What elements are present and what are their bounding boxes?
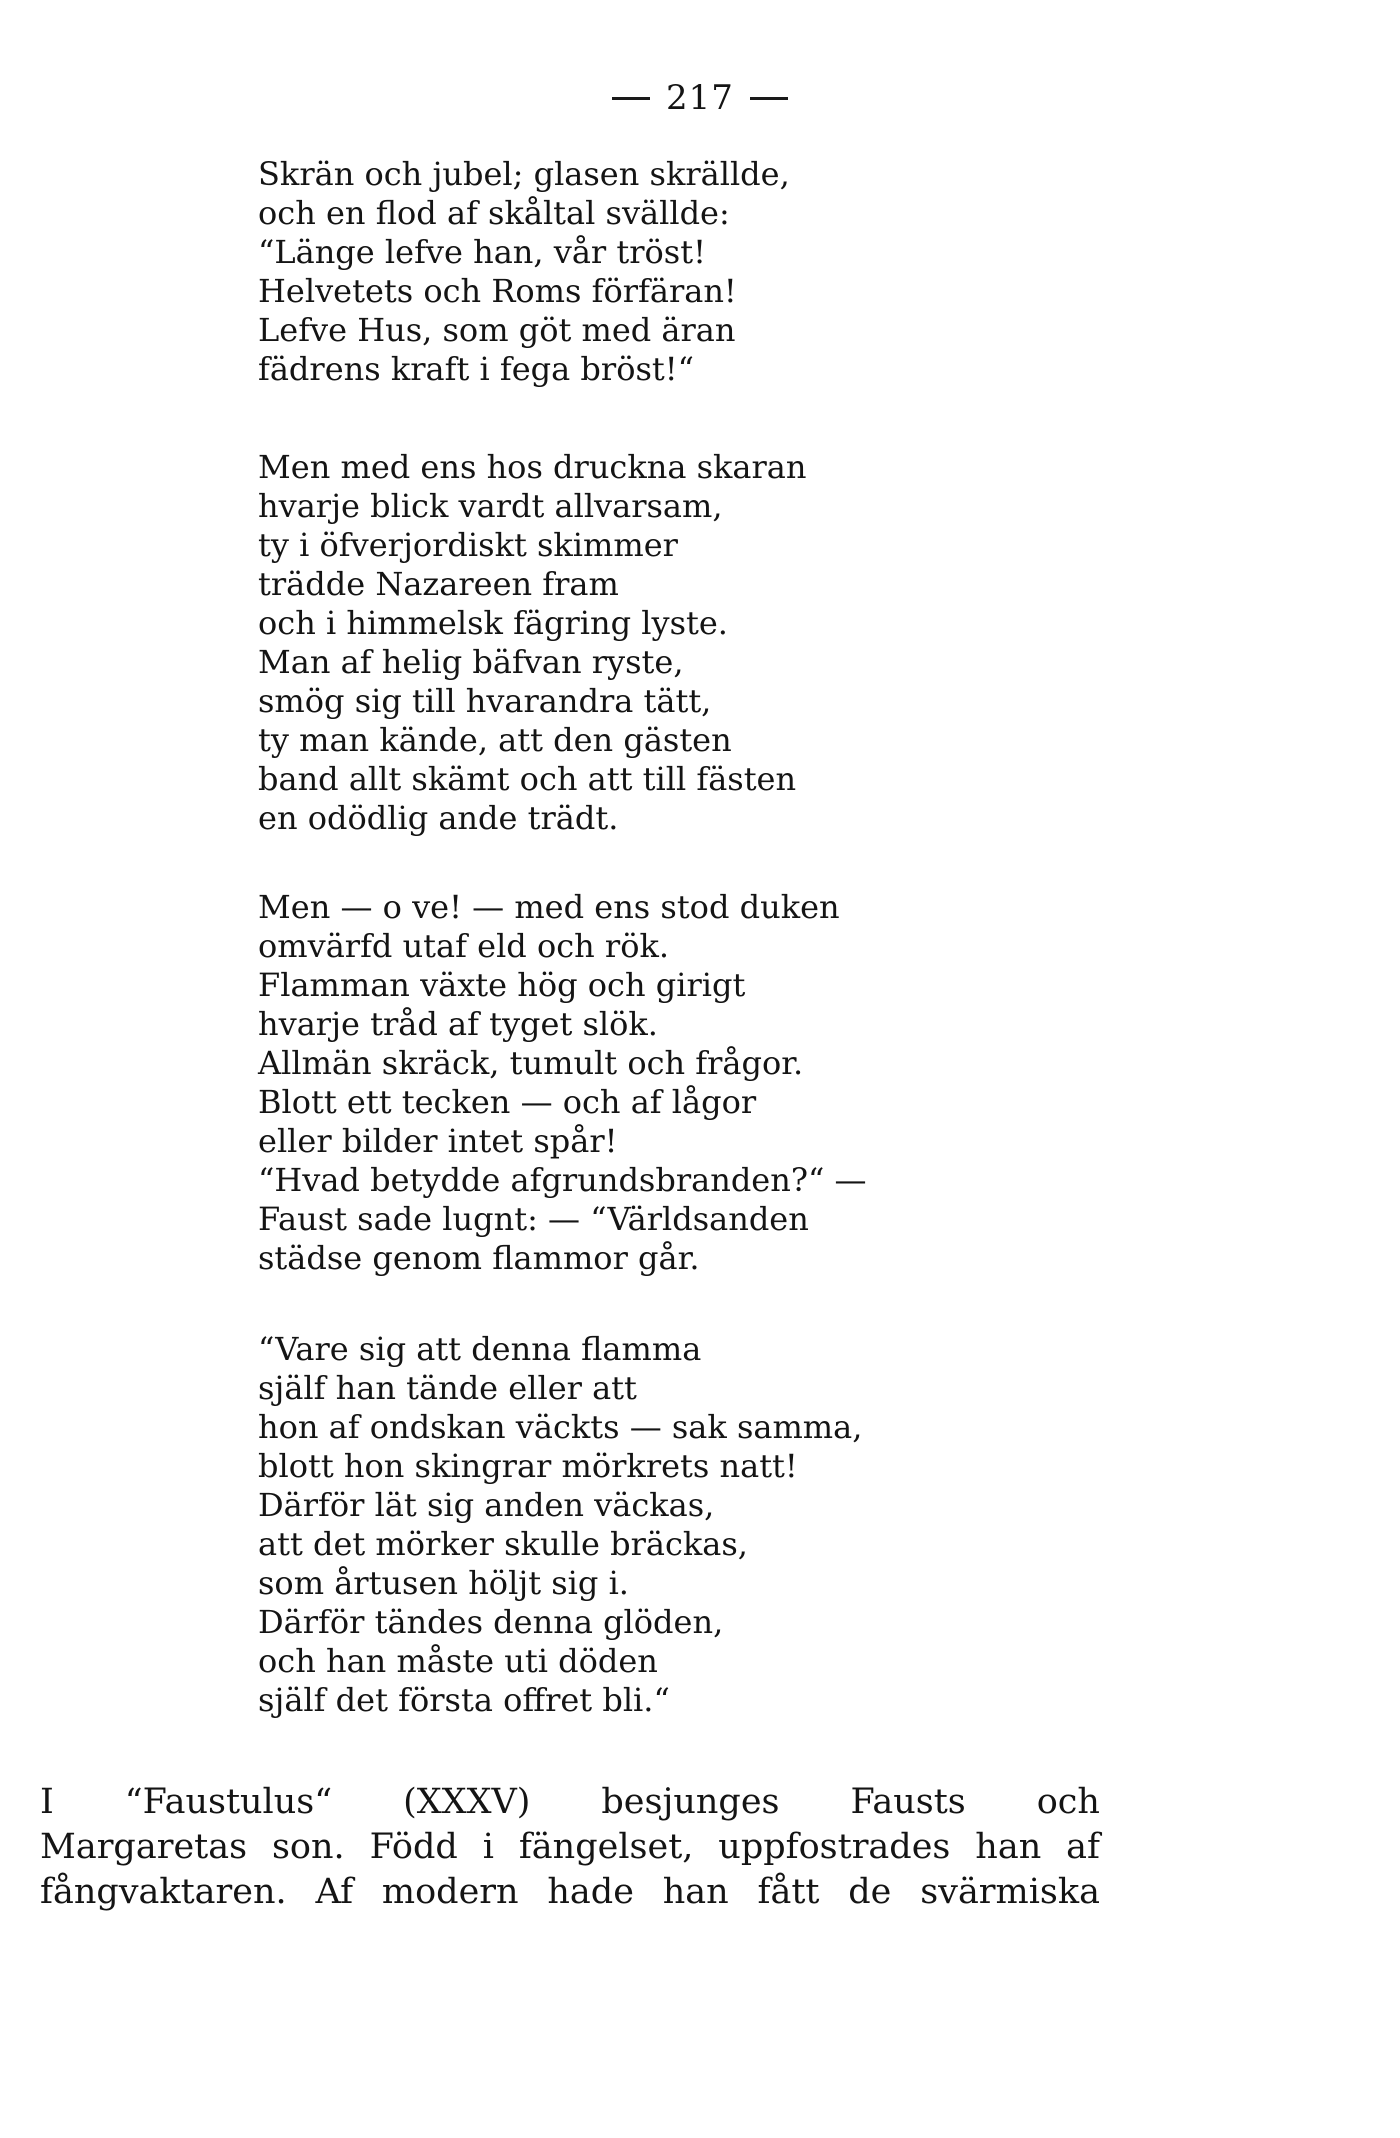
prose-word: besjunges: [601, 1782, 780, 1822]
prose-word: af: [1066, 1827, 1100, 1867]
stanza-3: [258, 888, 1158, 1278]
prose-word: han: [662, 1872, 729, 1912]
poem-line: själf det första offret bli.“: [258, 1681, 670, 1719]
poem-line: Därför tändes denna glöden,: [258, 1603, 724, 1641]
prose-line: [40, 1780, 1100, 1825]
page-number-text: 217: [666, 78, 734, 118]
prose-word: “Faustulus“: [124, 1782, 333, 1822]
poem-line: Faust sade lugnt: — “Världsanden: [258, 1200, 809, 1238]
poem-line: “Hvad betydde afgrundsbranden?“ —: [258, 1161, 867, 1199]
poem-line: Allmän skräck, tumult och frågor.: [258, 1044, 804, 1082]
poem-line: ty man kände, att den gästen: [258, 721, 732, 759]
prose-word: I: [40, 1782, 54, 1822]
prose-word: uppfostrades: [718, 1827, 951, 1867]
poem-line: Man af helig bäfvan ryste,: [258, 643, 684, 681]
prose-line: [40, 1825, 1100, 1870]
prose-paragraph: [40, 1780, 1100, 1915]
poem-line: och en flod af skåltal svällde:: [258, 194, 730, 232]
prose-word: Margaretas: [40, 1827, 248, 1867]
prose-word: fängelset,: [518, 1827, 694, 1867]
poem-line: städse genom flammor går.: [258, 1239, 700, 1277]
poem-line: hon af ondskan väckts — sak samma,: [258, 1408, 863, 1446]
poem-line: och han måste uti döden: [258, 1642, 658, 1680]
prose-word: Fausts: [850, 1782, 966, 1822]
poem-line: att det mörker skulle bräckas,: [258, 1525, 748, 1563]
poem-line: Därför lät sig anden väckas,: [258, 1486, 715, 1524]
prose-word: Af: [315, 1872, 354, 1912]
poem-line: “Vare sig att denna flamma: [258, 1330, 702, 1368]
poem-line: Men — o ve! — med ens stod duken: [258, 888, 840, 926]
prose-word: Född: [369, 1827, 458, 1867]
prose-word: fångvaktaren.: [40, 1872, 287, 1912]
dash-right: [750, 97, 788, 100]
stanza-4: [258, 1330, 1158, 1720]
poem-line: Flamman växte hög och girigt: [258, 966, 746, 1004]
poem-line: smög sig till hvarandra tätt,: [258, 682, 712, 720]
poem-line: en odödlig ande trädt.: [258, 799, 619, 837]
prose-word: svärmiska: [920, 1872, 1100, 1912]
poem-line: Lefve Hus, som göt med äran: [258, 311, 736, 349]
prose-word: hade: [547, 1872, 634, 1912]
poem-line: blott hon skingrar mörkrets natt!: [258, 1447, 798, 1485]
poem-line: ty i öfverjordiskt skimmer: [258, 526, 678, 564]
prose-word: (XXXV): [403, 1782, 531, 1822]
poem-line: Skrän och jubel; glasen skrällde,: [258, 155, 790, 193]
prose-word: han: [975, 1827, 1042, 1867]
poem-line: och i himmelsk fägring lyste.: [258, 604, 728, 642]
prose-word: modern: [381, 1872, 519, 1912]
poem-line: som årtusen höljt sig i.: [258, 1564, 629, 1602]
dash-left: [612, 97, 650, 100]
poem-line: fädrens kraft i fega bröst!“: [258, 350, 694, 388]
prose-word: de: [848, 1872, 892, 1912]
prose-word: och: [1036, 1782, 1100, 1822]
poem-line: själf han tände eller att: [258, 1369, 637, 1407]
page-number: [0, 78, 1400, 118]
poem-line: Blott ett tecken — och af lågor: [258, 1083, 757, 1121]
stanza-1: [258, 155, 1158, 389]
prose-word: i: [482, 1827, 494, 1867]
poem-line: eller bilder intet spår!: [258, 1122, 618, 1160]
poem-line: Men med ens hos druckna skaran: [258, 448, 807, 486]
poem-line: omvärfd utaf eld och rök.: [258, 927, 670, 965]
poem-line: band allt skämt och att till fästen: [258, 760, 797, 798]
stanza-2: [258, 448, 1158, 838]
prose-word: fått: [757, 1872, 820, 1912]
prose-word: son.: [271, 1827, 345, 1867]
poem-line: hvarje tråd af tyget slök.: [258, 1005, 658, 1043]
prose-line: [40, 1870, 1100, 1915]
poem-line: “Länge lefve han, vår tröst!: [258, 233, 706, 271]
poem-line: Helvetets och Roms förfäran!: [258, 272, 737, 310]
poem-line: trädde Nazareen fram: [258, 565, 619, 603]
poem-line: hvarje blick vardt allvarsam,: [258, 487, 723, 525]
